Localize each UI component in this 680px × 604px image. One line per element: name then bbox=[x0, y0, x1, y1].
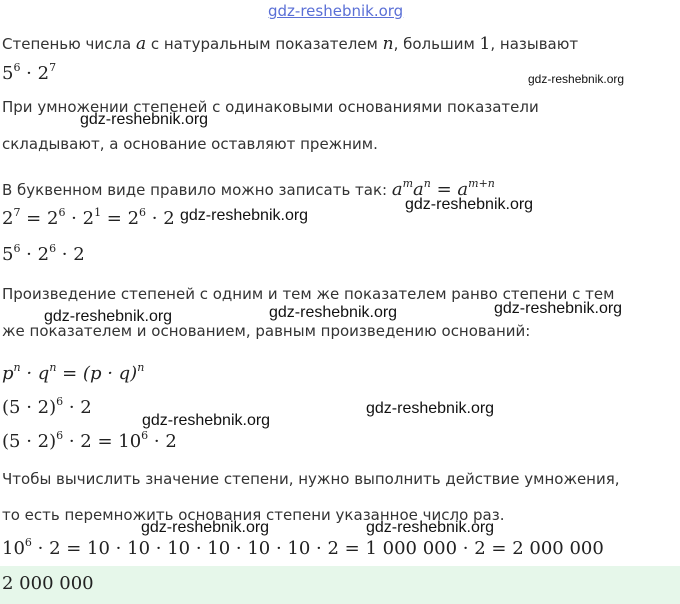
equation-5: $(5 \cdot 2)^6 \cdot 2 = 10^6 \cdot 2$ bbox=[2, 429, 177, 452]
watermark: gdz-reshebnik.org bbox=[44, 308, 173, 325]
text: Степенью числа bbox=[2, 35, 136, 53]
power-expression bbox=[2, 63, 56, 84]
paragraph-3b: то есть перемножить основания степени указанное число раз. bbox=[2, 506, 505, 524]
equation-3: $p^n \cdot q^n = (p \cdot q)^n$ bbox=[2, 361, 145, 384]
watermark: gdz-reshebnik.org bbox=[528, 72, 625, 86]
watermark: gdz-reshebnik.org bbox=[366, 519, 495, 536]
answer-value: 2 000 000 bbox=[2, 573, 94, 594]
base: 2 bbox=[37, 63, 50, 84]
equation-4: $(5 \cdot 2)^6 \cdot 2$ bbox=[2, 395, 92, 418]
watermark: gdz-reshebnik.org bbox=[269, 304, 398, 321]
definition-line bbox=[2, 34, 578, 54]
equation-6: $10^6 \cdot 2 = 10 \cdot 10 \cdot 10 \cdot 10 \cdot 10 \cdot 10 \cdot 2 = 1$ 000 000 · 2 = 2 000 000 bbox=[2, 536, 604, 559]
paragraph-2a: Произведение степеней с одним и тем же показателем ранво степени с тем bbox=[2, 285, 615, 303]
equation-2: $5^6 \cdot 2^6 \cdot 2$ bbox=[2, 242, 85, 265]
paragraph-3a: Чтобы вычислить значение степени, нужно выполнить действие умножения, bbox=[2, 470, 620, 488]
watermark: gdz-reshebnik.org bbox=[494, 300, 623, 317]
text: с натуральным показателем bbox=[146, 35, 383, 53]
watermark: gdz-reshebnik.org bbox=[141, 519, 270, 536]
paragraph-1b: складывают, а основание оставляют прежним. bbox=[2, 135, 378, 153]
answer-box bbox=[0, 566, 680, 604]
watermark: gdz-reshebnik.org bbox=[366, 400, 495, 417]
site-link[interactable]: gdz-reshebnik.org bbox=[268, 2, 404, 20]
watermark: gdz-reshebnik.org bbox=[80, 111, 209, 128]
dot: · bbox=[20, 63, 38, 84]
paragraph-1a: При умножении степеней с одинаковыми основаниями показатели bbox=[2, 98, 539, 116]
var-a: a bbox=[135, 34, 147, 54]
exponent: 6 bbox=[13, 61, 21, 74]
equation-1: $2^7 = 2^6 \cdot 2^1 = 2^6 \cdot 2$ bbox=[2, 206, 175, 229]
one: 1 bbox=[479, 34, 491, 54]
watermark: gdz-reshebnik.org bbox=[180, 207, 309, 224]
text: , называют bbox=[490, 35, 579, 53]
paragraph-2b: же показателем и основанием, равным произведению оснований: bbox=[2, 322, 531, 340]
rule-formula: $a^ma^n = a^{m+n}$ bbox=[391, 177, 495, 200]
text: В буквенном виде правило можно записать так: bbox=[2, 181, 392, 199]
watermark: gdz-reshebnik.org bbox=[142, 412, 271, 429]
watermark: gdz-reshebnik.org bbox=[405, 196, 534, 213]
exponent: 7 bbox=[49, 61, 57, 74]
var-n: n bbox=[382, 34, 394, 54]
text: , большим bbox=[393, 35, 480, 53]
base: 5 bbox=[2, 63, 14, 84]
